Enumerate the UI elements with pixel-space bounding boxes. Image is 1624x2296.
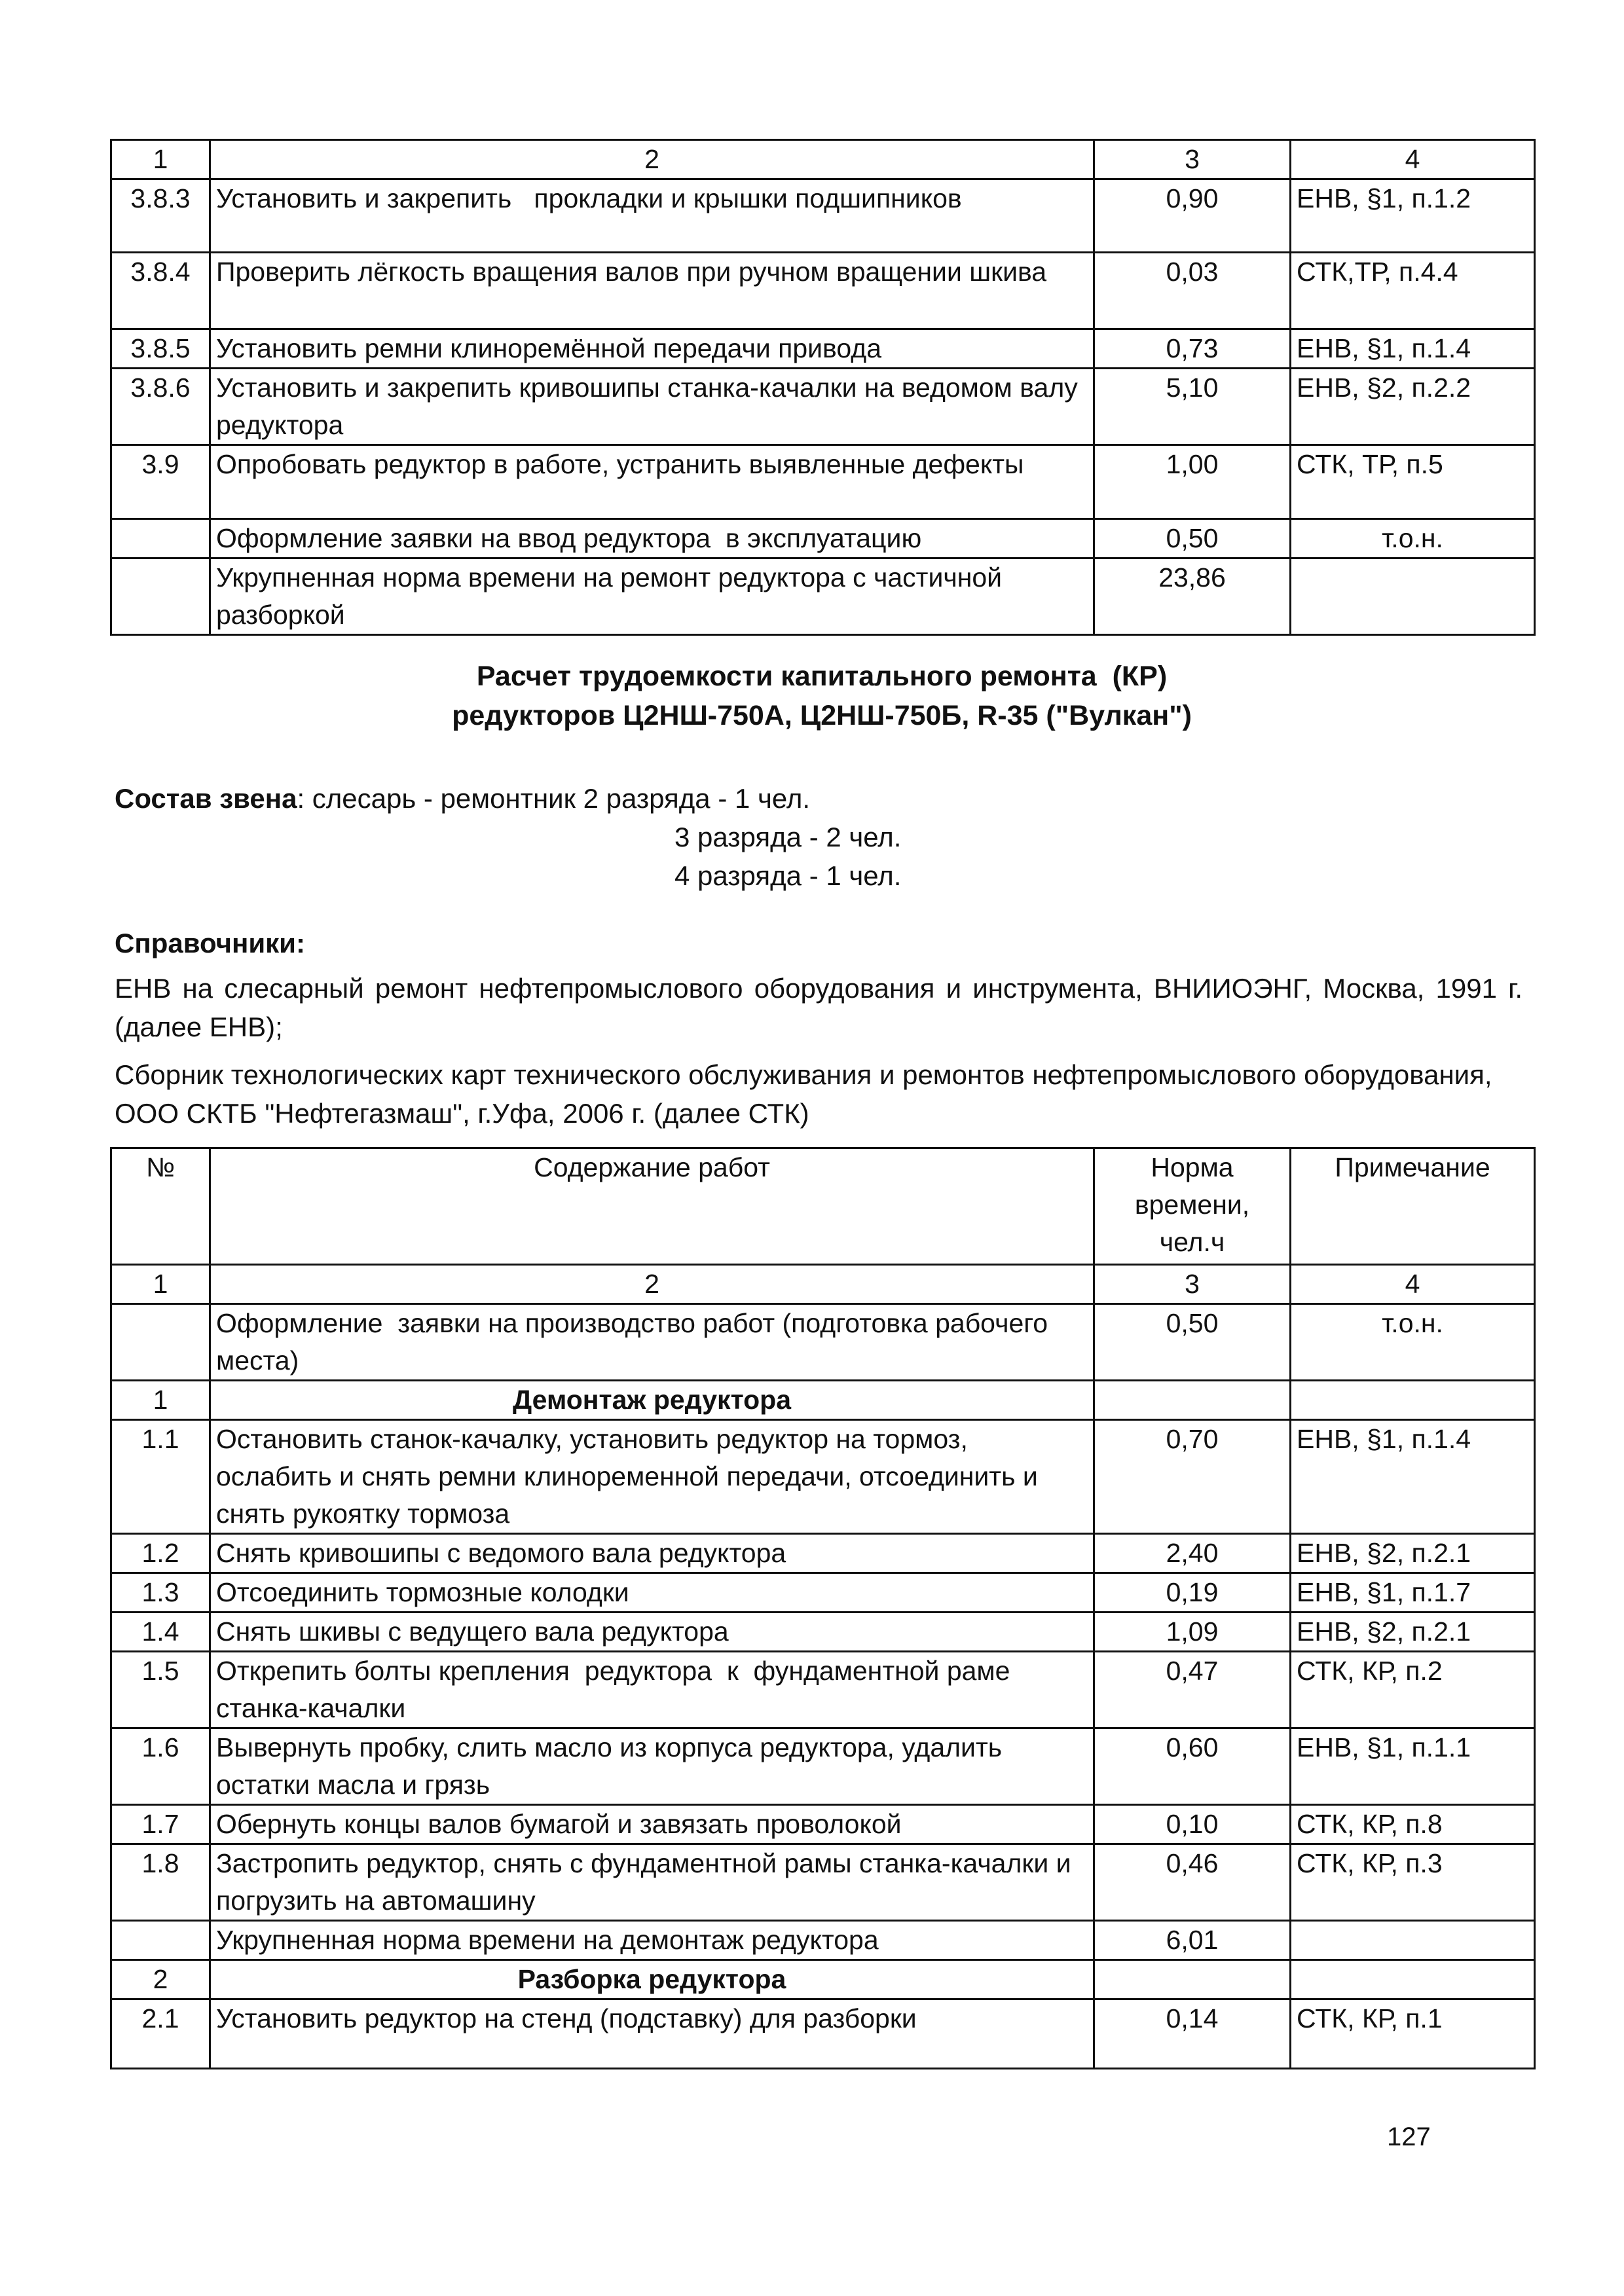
row-text: Установить редуктор на стенд (подставку) для разборки (210, 1999, 1094, 2069)
column-number-4: 4 (1291, 1265, 1535, 1304)
row-norm: 0,50 (1094, 519, 1291, 558)
row-norm: 0,90 (1094, 179, 1291, 253)
section-title: Демонтаж редуктора (210, 1381, 1094, 1420)
top-table (110, 139, 1536, 636)
column-number-4: 4 (1291, 140, 1535, 179)
header-content: Содержание работ (210, 1148, 1094, 1265)
column-number-1: 1 (111, 1265, 210, 1304)
table-row (111, 1728, 1535, 1805)
top-table-header-row (111, 140, 1535, 179)
crew-line-3: 4 разряда - 1 чел. (674, 860, 902, 891)
row-note: СТК, КР, п.8 (1291, 1805, 1535, 1844)
main-table-number-row (111, 1265, 1535, 1304)
row-text: Обернуть концы валов бумагой и завязать проволокой (210, 1805, 1094, 1844)
section-number: 2 (111, 1960, 210, 1999)
row-number: 3.9 (111, 445, 210, 519)
table-row (111, 1420, 1535, 1534)
table-row (111, 1534, 1535, 1573)
row-number: 1.7 (111, 1805, 210, 1844)
row-note: ЕНВ, §1, п.1.4 (1291, 329, 1535, 369)
row-text: Отсоединить тормозные колодки (210, 1573, 1094, 1613)
row-note: т.о.н. (1291, 1304, 1535, 1381)
row-note: ЕНВ, §2, п.2.1 (1291, 1534, 1535, 1573)
row-norm: 0,03 (1094, 253, 1291, 329)
row-note: ЕНВ, §2, п.2.1 (1291, 1613, 1535, 1652)
title-line-1: Расчет трудоемкости капитального ремонта (КР) (476, 661, 1168, 692)
table-row (111, 519, 1535, 558)
reference-2: Сборник технологических карт технического обслуживания и ремонтов нефтепромыслового оборудования, ООО СКТБ "Нефтегазмаш", г.Уфа, 2006 г. (далее СТК) (115, 1059, 1492, 1129)
table-row (111, 1573, 1535, 1613)
column-number-3: 3 (1094, 140, 1291, 179)
row-norm: 0,70 (1094, 1420, 1291, 1534)
section-title: Разборка редуктора (210, 1960, 1094, 1999)
column-number-1: 1 (111, 140, 210, 179)
row-norm: 6,01 (1094, 1921, 1291, 1960)
table-row (111, 558, 1535, 635)
row-norm: 1,00 (1094, 445, 1291, 519)
column-number-3: 3 (1094, 1265, 1291, 1304)
row-number: 1.3 (111, 1573, 210, 1613)
row-number: 1.2 (111, 1534, 210, 1573)
table-row (111, 369, 1535, 445)
row-text: Остановить станок-качалку, установить редуктор на тормоз, ослабить и снять ремни клиноременной передачи, отсоединить и снять рукоятку тормоза (210, 1420, 1094, 1534)
row-norm: 2,40 (1094, 1534, 1291, 1573)
row-text: Снять кривошипы с ведомого вала редуктора (210, 1534, 1094, 1573)
table-row (111, 1999, 1535, 2069)
row-note: ЕНВ, §1, п.1.2 (1291, 179, 1535, 253)
table-row (111, 1304, 1535, 1381)
row-norm: 0,10 (1094, 1805, 1291, 1844)
row-norm: 0,19 (1094, 1573, 1291, 1613)
row-note: ЕНВ, §1, п.1.7 (1291, 1573, 1535, 1613)
section-number: 1 (111, 1381, 210, 1420)
row-text: Проверить лёгкость вращения валов при ручном вращении шкива (210, 253, 1094, 329)
row-norm: 0,50 (1094, 1304, 1291, 1381)
row-text: Установить ремни клиноремённой передачи привода (210, 329, 1094, 369)
row-note: т.о.н. (1291, 519, 1535, 558)
crew-line-2: 3 разряда - 2 чел. (674, 822, 902, 852)
row-norm: 0,60 (1094, 1728, 1291, 1805)
header-number: № (111, 1148, 210, 1265)
table-row (111, 179, 1535, 253)
row-number (111, 1921, 210, 1960)
row-norm: 0,14 (1094, 1999, 1291, 2069)
page-number: 127 (1387, 2123, 1431, 2151)
main-table-header-row (111, 1148, 1535, 1265)
row-number (111, 519, 210, 558)
row-text: Опробовать редуктор в работе, устранить выявленные дефекты (210, 445, 1094, 519)
row-norm (1094, 1960, 1291, 1999)
row-note: СТК, КР, п.1 (1291, 1999, 1535, 2069)
table-row (111, 1652, 1535, 1728)
row-number: 1.4 (111, 1613, 210, 1652)
crew-label: Состав звена (115, 783, 297, 814)
table-row (111, 1613, 1535, 1652)
row-text: Укрупненная норма времени на демонтаж редуктора (210, 1921, 1094, 1960)
row-norm: 1,09 (1094, 1613, 1291, 1652)
row-number: 3.8.3 (111, 179, 210, 253)
row-norm: 0,47 (1094, 1652, 1291, 1728)
table-row (111, 1844, 1535, 1921)
main-table (110, 1147, 1536, 2069)
header-norm: Норма времени, чел.ч (1094, 1148, 1291, 1265)
references-title: Справочники: (115, 928, 305, 958)
row-note (1291, 1921, 1535, 1960)
row-number: 2.1 (111, 1999, 210, 2069)
crew-line-1: : слесарь - ремонтник 2 разряда - 1 чел. (297, 783, 811, 814)
table-row (111, 445, 1535, 519)
table-row (111, 253, 1535, 329)
section-row (111, 1381, 1535, 1420)
row-text: Вывернуть пробку, слить масло из корпуса редуктора, удалить остатки масла и грязь (210, 1728, 1094, 1805)
column-number-2: 2 (210, 1265, 1094, 1304)
row-text: Установить и закрепить кривошипы станка-качалки на ведомом валу редуктора (210, 369, 1094, 445)
crew-composition (115, 779, 1522, 895)
row-norm: 23,86 (1094, 558, 1291, 635)
row-norm (1094, 1381, 1291, 1420)
table-row (111, 1805, 1535, 1844)
reference-1: ЕНВ на слесарный ремонт нефтепромыслового оборудования и инструмента, ВНИИОЭНГ, Москва, 1991 г. (далее ЕНВ); (115, 973, 1522, 1042)
row-number: 3.8.4 (111, 253, 210, 329)
table-row (111, 329, 1535, 369)
row-number: 3.8.6 (111, 369, 210, 445)
row-number: 3.8.5 (111, 329, 210, 369)
row-text: Снять шкивы с ведущего вала редуктора (210, 1613, 1094, 1652)
row-number: 1.8 (111, 1844, 210, 1921)
row-text: Открепить болты крепления редуктора к фундаментной раме станка-качалки (210, 1652, 1094, 1728)
row-norm: 0,73 (1094, 329, 1291, 369)
row-number: 1.1 (111, 1420, 210, 1534)
row-note: СТК, КР, п.3 (1291, 1844, 1535, 1921)
row-note: СТК, ТР, п.5 (1291, 445, 1535, 519)
row-note: ЕНВ, §1, п.1.4 (1291, 1420, 1535, 1534)
header-note: Примечание (1291, 1148, 1535, 1265)
row-note (1291, 1381, 1535, 1420)
row-note: СТК,ТР, п.4.4 (1291, 253, 1535, 329)
row-text: Установить и закрепить прокладки и крышки подшипников (210, 179, 1094, 253)
row-number (111, 1304, 210, 1381)
row-text: Оформление заявки на ввод редуктора в эксплуатацию (210, 519, 1094, 558)
row-norm: 5,10 (1094, 369, 1291, 445)
title-line-2: редукторов Ц2НШ-750А, Ц2НШ-750Б, R-35 ("Вулкан") (452, 700, 1192, 731)
row-note (1291, 558, 1535, 635)
row-number (111, 558, 210, 635)
row-note (1291, 1960, 1535, 1999)
row-text: Оформление заявки на производство работ (подготовка рабочего места) (210, 1304, 1094, 1381)
row-number: 1.6 (111, 1728, 210, 1805)
row-note: ЕНВ, §1, п.1.1 (1291, 1728, 1535, 1805)
table-row (111, 1921, 1535, 1960)
row-note: ЕНВ, §2, п.2.2 (1291, 369, 1535, 445)
row-note: СТК, КР, п.2 (1291, 1652, 1535, 1728)
column-number-2: 2 (210, 140, 1094, 179)
row-text: Застропить редуктор, снять с фундаментной рамы станка-качалки и погрузить на автомашину (210, 1844, 1094, 1921)
section-row (111, 1960, 1535, 1999)
row-number: 1.5 (111, 1652, 210, 1728)
row-norm: 0,46 (1094, 1844, 1291, 1921)
document-title (110, 657, 1534, 735)
row-text: Укрупненная норма времени на ремонт редуктора с частичной разборкой (210, 558, 1094, 635)
